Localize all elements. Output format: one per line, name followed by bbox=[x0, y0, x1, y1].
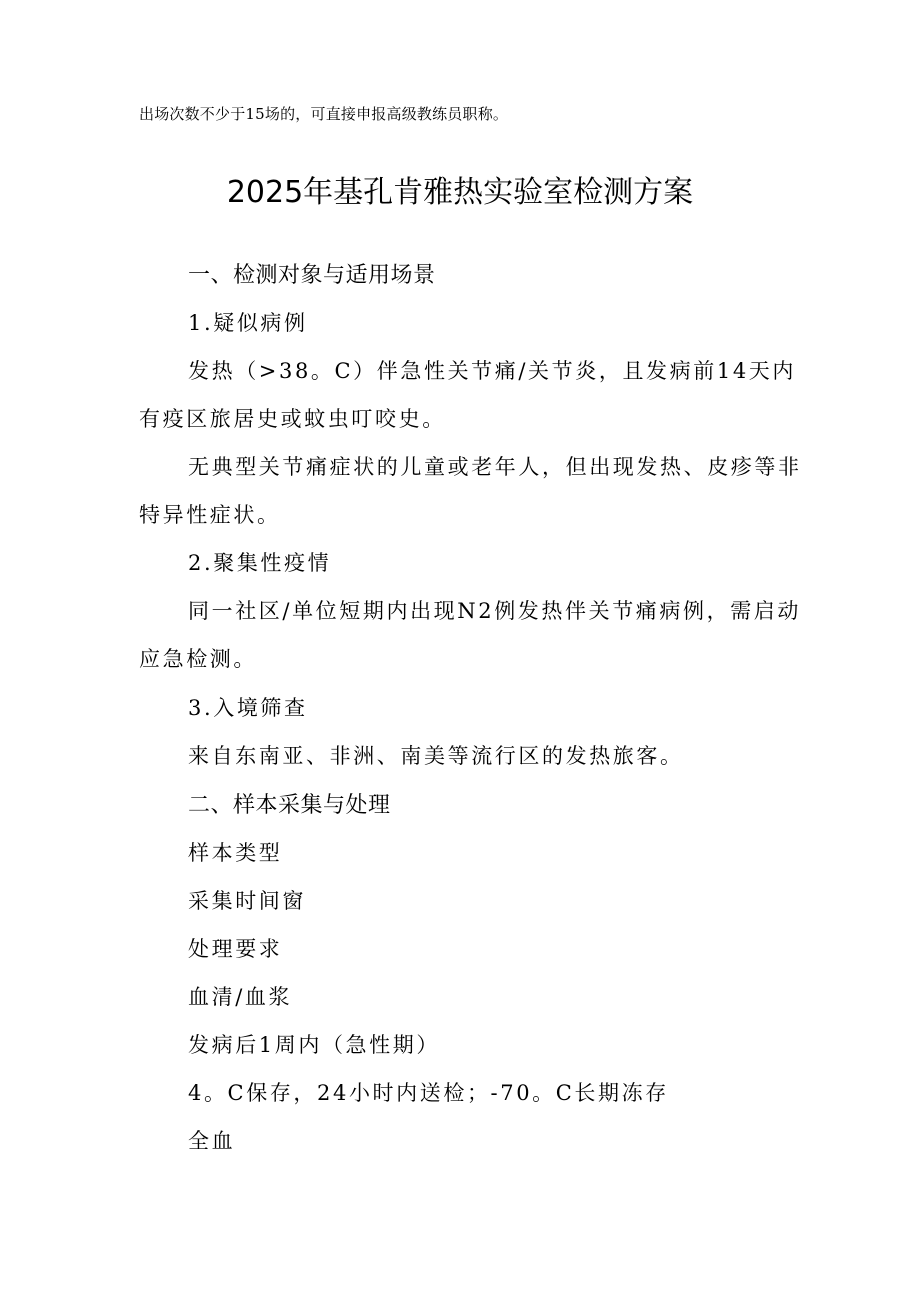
section-2-line-whole-blood: 全血 bbox=[188, 1129, 236, 1153]
item-1-paragraph-1-line-2: 有疫区旅居史或蚊虫叮咬史。 bbox=[139, 407, 446, 431]
item-1-paragraph-1-line-1: 发热（>38。C）伴急性关节痛/关节炎，且发病前14天内 bbox=[188, 359, 796, 383]
section-1-heading: 一、检测对象与适用场景 bbox=[188, 263, 436, 288]
item-1-paragraph-2-line-2: 特异性症状。 bbox=[139, 503, 281, 527]
section-2-line-storage: 4。C保存，24小时内送检；-70。C长期冻存 bbox=[188, 1081, 669, 1105]
item-2-paragraph-line-2: 应急检测。 bbox=[139, 647, 257, 671]
section-2-line-serum-plasma: 血清/血浆 bbox=[188, 985, 293, 1009]
item-2-label: 2.聚集性疫情 bbox=[188, 551, 332, 575]
item-1-label: 1.疑似病例 bbox=[188, 311, 308, 335]
section-2-heading: 二、样本采集与处理 bbox=[188, 793, 391, 818]
item-3-label: 3.入境筛查 bbox=[188, 696, 308, 720]
top-note: 出场次数不少于15场的，可直接申报高级教练员职称。 bbox=[139, 105, 509, 123]
section-2-line-processing: 处理要求 bbox=[188, 937, 283, 961]
item-2-paragraph-line-1: 同一社区/单位短期内出现N2例发热伴关节痛病例，需启动 bbox=[188, 599, 802, 623]
section-2-line-acute-phase: 发病后1周内（急性期） bbox=[188, 1033, 440, 1057]
item-3-paragraph: 来自东南亚、非洲、南美等流行区的发热旅客。 bbox=[188, 744, 684, 768]
item-1-paragraph-2-line-1: 无典型关节痛症状的儿童或老年人，但出现发热、皮疹等非 bbox=[188, 455, 802, 479]
section-2-line-collection-window: 采集时间窗 bbox=[188, 889, 306, 913]
page-title: 2025年基孔肯雅热实验室检测方案 bbox=[226, 175, 694, 210]
section-2-line-sample-type: 样本类型 bbox=[188, 841, 283, 865]
